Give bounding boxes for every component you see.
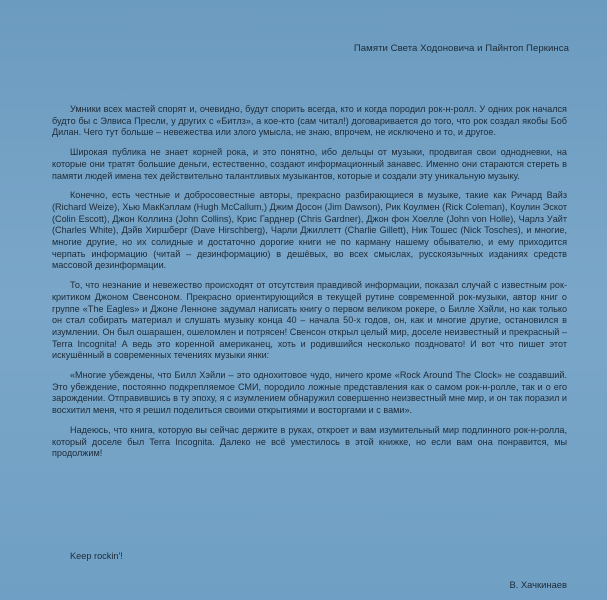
paragraph: Конечно, есть честные и добросовестные авторы, прекрасно разбирающиеся в музыке, такие как Ричард Вайз (Richard Weize), Хью МакКэллам (Hugh McCallum,) Джим Досон (Jim Dawson), Рик Коулмен (Rick Coleman), Коулин Эскот (Colin Escott), Джон Коллинз (John Collins), Крис Гарднер (Chris Gardner), Джон фон Хоелле (John von Holle), Чарлз Уайт (Charles White), Дэйв Хиршберг (Dave Hirschberg), Чарли Джиллетт (Charlie Gillett), Ник Тошес (Nick Tosches), и многие, многие другие, но их солидные и достаточно дорогие книги не по карману нашему обывателю, и ему приходится черпать информацию (читай – дезинформацию) в дешёвых, во всех смыслах, русскоязычных изданиях средств массовой дезинформации. [52,190,567,271]
paragraph: Широкая публика не знает корней рока, и это понятно, ибо дельцы от музыки, продвигая свои однодневки, на которые они тратят большие деньги, естественно, создают информационный занавес. Именно они стараются стереть в памяти людей имена тех действительно талантливых музыкантов, которые и создали эту уникальную музыку. [52,147,567,181]
foreword-text [52,104,567,468]
dedication: Памяти Света Ходоновича и Пайнтоп Перкинса [353,43,569,54]
paragraph: Надеюсь, что книга, которую вы сейчас держите в руках, откроет и вам изумительный мир подлинного рок-н-ролла, который доселе был Terra Incognita. Далеко не всё уместилось в этой книжке, но если вам она понравится, мы продолжим! [52,424,567,459]
paragraph: То, что незнание и невежество происходят от отсутствия правдивой информации, показал случай с известным рок-критиком Джоном Свенсоном. Прекрасно ориентирующийся в текущей рутине современной рок-музыки, автор книг о группе «The Eagles» и Джоне Ленноне задумал написать книгу о первом великом рокере, о Билле Хэйли, но как только он стал собирать материал и слушать музыку конца 40 – начала 50-х годов, он, как и многие другие, остановился в изумлении. Он был ошарашен, ошеломлен и потрясен! Свенсон открыл целый мир, доселе неизвестный и прекрасный – Terra Incognita! А ведь это коренной американец, хоть и родившийся несколько поздновато! И вот что пишет этот искушённый в современных течениях музыки янки: [52,280,567,361]
quote-paragraph: «Многие убеждены, что Билл Хэйли – это однохитовое чудо, ничего кроме «Rock Around The Clock» не создавший. Это убеждение, постоянно подкрепляемое СМИ, породило ложные представления как о самом рок-н-ролле, так и о его зарождении. Отправившись в ту эпоху, я с изумлением обнаружил совершенно неизвестный мне мир, и он так поразил и восхитил меня, что я решил поделиться своими открытиями и восторгами и с вами». [52,370,568,416]
author-signature: В. Хачкинаев [509,579,567,590]
paragraph: Умники всех мастей спорят и, очевидно, будут спорить всегда, кто и когда породил рок-н-ролл. У одних рок начался будто бы с Элвиса Пресли, у других с «Битлз», а кое-кто (сам читал!) договаривается до того, что рок создал якобы Боб Дилан. Чего тут больше – невежества или злого умысла, не знаю, впрочем, не исключено и то, и другое. [52,104,567,138]
signoff: Keep rockin'! [70,551,123,561]
